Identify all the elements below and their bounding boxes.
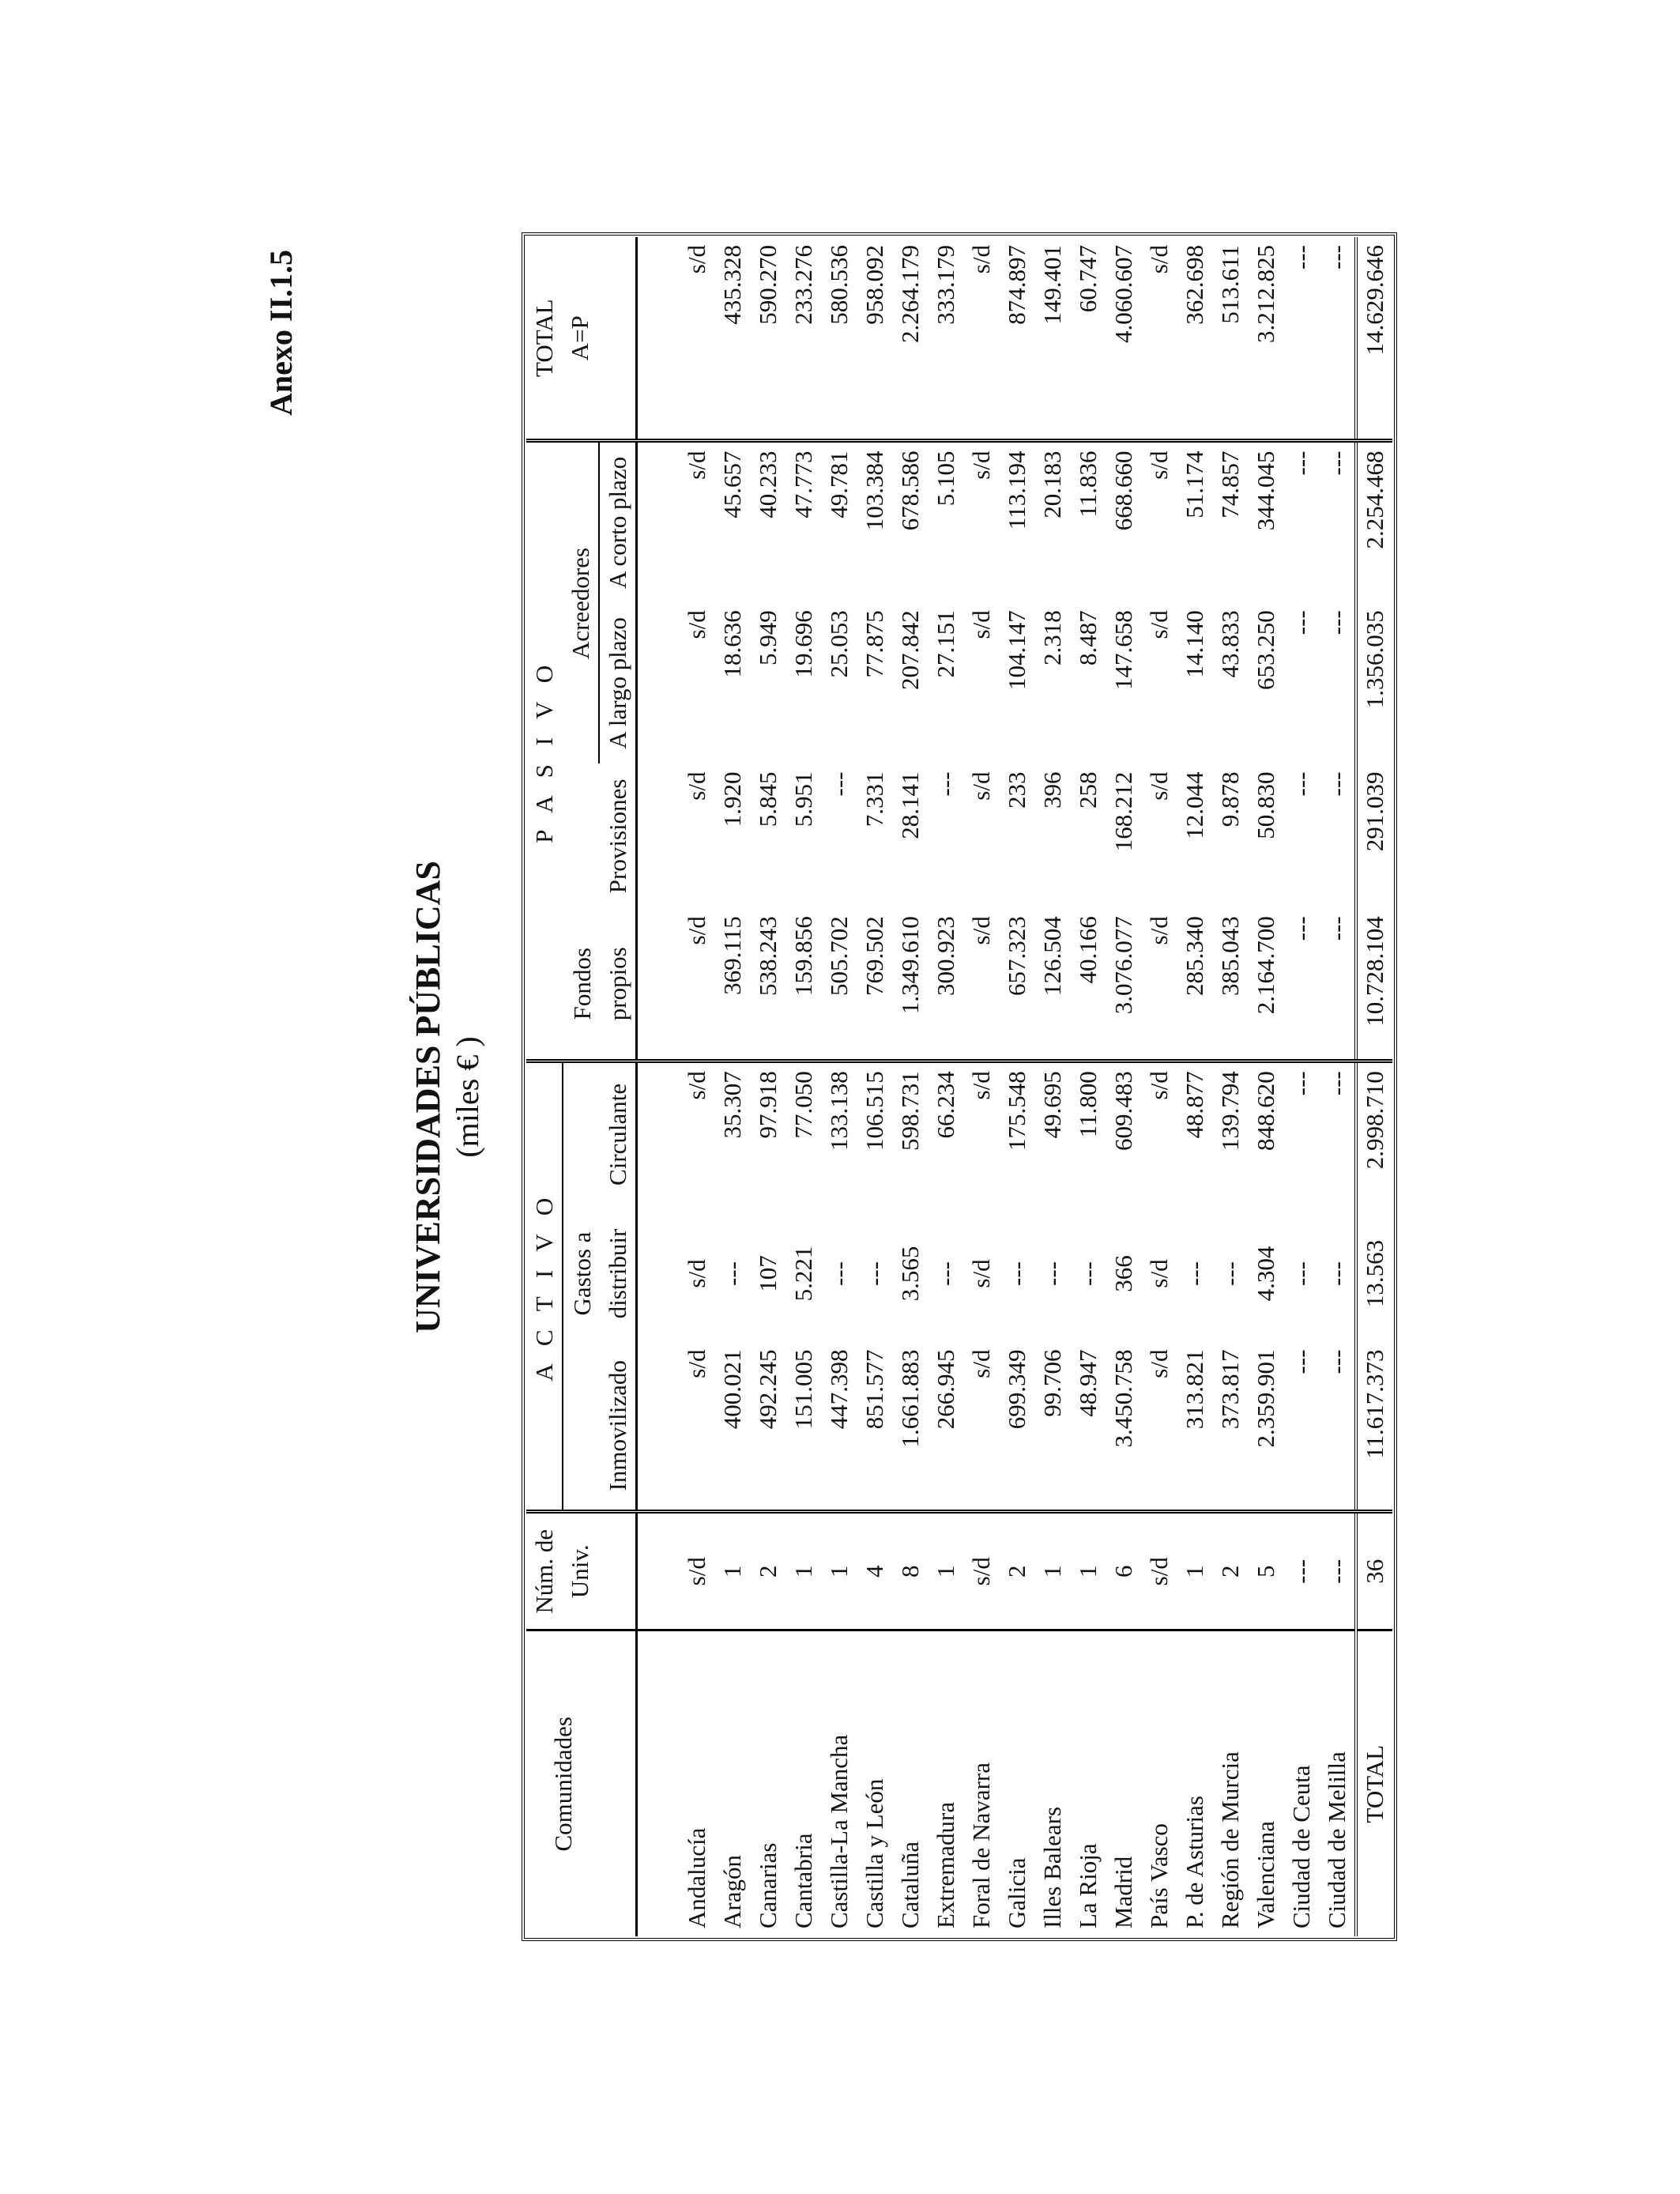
cell-total: 233.276: [785, 237, 821, 441]
cell-largo-plazo: 14.140: [1181, 610, 1208, 678]
cell-corto-plazo: 47.773: [789, 450, 817, 518]
cell-total: 580.536: [821, 237, 857, 441]
cell-comunidad: La Rioja: [1070, 1630, 1106, 1936]
cell-corto-plazo: ---: [1287, 450, 1315, 476]
cell-provisiones: 28.141: [896, 771, 924, 839]
page-title: UNIVERSIDADES PÚBLICAS: [409, 861, 447, 1333]
cell-comunidad: Ciudad de Melilla: [1319, 1630, 1356, 1936]
cell-corto-plazo: 678.586: [896, 450, 924, 531]
cell-fondos-propios: 159.856: [785, 908, 821, 1061]
table-row: [1106, 237, 1141, 1936]
cell-num-univ: 1: [1177, 1512, 1212, 1631]
table-body: [637, 237, 1393, 1936]
cell-fondos-propios: 3.076.077: [1106, 908, 1141, 1061]
cell-circulante: 48.877: [1181, 1071, 1208, 1139]
cell-fondos-propios: 769.502: [857, 908, 892, 1061]
header-gastos-line2: distribuir: [604, 1228, 631, 1319]
cell-total: 149.401: [1034, 237, 1070, 441]
cell-provisiones: 233: [1003, 771, 1030, 809]
cell-fondos-propios: 1.349.610: [892, 908, 928, 1061]
cell-num-univ: 1: [1070, 1512, 1106, 1631]
cell-provisiones: s/d: [967, 771, 995, 801]
cell-total: ---: [1319, 237, 1356, 441]
cell-comunidad: TOTAL: [1356, 1630, 1392, 1936]
cell-comunidad: Madrid: [1106, 1630, 1141, 1936]
header-total: [526, 237, 635, 441]
cell-inmovilizado: 3.450.758: [1106, 1342, 1141, 1512]
cell-provisiones: ---: [932, 771, 959, 797]
cell-fondos-propios: 300.923: [928, 908, 963, 1061]
cell-gastos: ---: [1287, 1261, 1315, 1286]
cell-circulante: 133.138: [825, 1071, 853, 1151]
cell-fondos-propios: 40.166: [1070, 908, 1106, 1061]
cell-comunidad: Andalucía: [637, 1630, 715, 1936]
cell-fondos-propios: 505.702: [821, 908, 857, 1061]
cell-corto-plazo: 2.254.468: [1356, 441, 1392, 602]
cell-circulante: 49.695: [1038, 1071, 1066, 1139]
cell-largo-plazo: 653.250: [1252, 610, 1279, 690]
header-comunidades: Comunidades: [526, 1630, 635, 1936]
cell-gastos: ---: [1038, 1261, 1066, 1286]
header-gastos-line1: Gastos a: [568, 1231, 596, 1316]
cell-inmovilizado: s/d: [1141, 1342, 1177, 1512]
cell-total: s/d: [637, 237, 715, 441]
cell-provisiones: 291.039: [1356, 764, 1392, 909]
cell-inmovilizado: 373.817: [1212, 1342, 1248, 1512]
cell-comunidad: Cantabria: [785, 1630, 821, 1936]
cell-largo-plazo: s/d: [1145, 610, 1173, 639]
cell-provisiones: 168.212: [1109, 771, 1137, 852]
cell-num-univ: 6: [1106, 1512, 1141, 1631]
cell-gastos: s/d: [683, 1259, 710, 1288]
cell-num-univ: 1: [714, 1512, 750, 1631]
cell-total: s/d: [963, 237, 999, 441]
header-circulante: Circulante: [604, 1083, 631, 1186]
header-total-line1: TOTAL: [530, 299, 558, 378]
cell-largo-plazo: s/d: [967, 610, 995, 639]
cell-comunidad: Illes Balears: [1034, 1630, 1070, 1936]
cell-corto-plazo: 668.660: [1109, 450, 1137, 531]
header-gastos: [563, 1206, 635, 1342]
cell-inmovilizado: 400.021: [714, 1342, 750, 1512]
cell-gastos: s/d: [1145, 1259, 1173, 1288]
table-row: [1034, 237, 1070, 1936]
cell-provisiones: ---: [1323, 771, 1350, 797]
cell-inmovilizado: 151.005: [785, 1342, 821, 1512]
cell-total: 435.328: [714, 237, 750, 441]
cell-corto-plazo: s/d: [683, 450, 710, 480]
cell-provisiones: ---: [1287, 771, 1315, 797]
cell-circulante: 2.998.710: [1356, 1061, 1392, 1206]
header-total-line2: A=P: [566, 315, 593, 361]
cell-provisiones: 50.830: [1252, 771, 1279, 839]
cell-inmovilizado: ---: [1319, 1342, 1356, 1512]
cell-total: 590.270: [750, 237, 785, 441]
table-row: [1141, 237, 1177, 1936]
cell-circulante: ---: [1287, 1071, 1315, 1096]
cell-total: 4.060.607: [1106, 237, 1141, 441]
cell-fondos-propios: 369.115: [714, 908, 750, 1061]
cell-num-univ: s/d: [637, 1512, 715, 1631]
cell-circulante: s/d: [967, 1071, 995, 1100]
cell-largo-plazo: 147.658: [1109, 610, 1137, 690]
cell-provisiones: 396: [1038, 771, 1066, 809]
cell-provisiones: s/d: [683, 771, 710, 801]
table-row: [857, 237, 892, 1936]
table-row: [1070, 237, 1106, 1936]
cell-num-univ: 1: [1034, 1512, 1070, 1631]
table-row: [928, 237, 963, 1936]
cell-comunidad: Galicia: [999, 1630, 1034, 1936]
cell-corto-plazo: 344.045: [1252, 450, 1279, 531]
header-num-univ-line2: Univ.: [566, 1544, 593, 1599]
table-row: [1283, 237, 1319, 1936]
cell-total: 60.747: [1070, 237, 1106, 441]
cell-largo-plazo: 27.151: [932, 610, 959, 678]
cell-gastos: ---: [932, 1261, 959, 1286]
cell-gastos: 107: [754, 1255, 782, 1292]
cell-comunidad: Canarias: [750, 1630, 785, 1936]
cell-gastos: 13.563: [1356, 1206, 1392, 1342]
cell-gastos: 366: [1109, 1255, 1137, 1292]
cell-inmovilizado: s/d: [963, 1342, 999, 1512]
cell-circulante: 598.731: [896, 1071, 924, 1151]
header-pasivo: P A S I V O: [526, 441, 563, 1061]
cell-comunidad: Cataluña: [892, 1630, 928, 1936]
cell-comunidad: País Vasco: [1141, 1630, 1177, 1936]
cell-largo-plazo: 25.053: [825, 610, 853, 678]
cell-inmovilizado: 1.661.883: [892, 1342, 928, 1512]
table-row: [714, 237, 750, 1936]
cell-corto-plazo: 113.194: [1003, 450, 1030, 530]
cell-corto-plazo: 45.657: [718, 450, 746, 518]
cell-largo-plazo: 5.949: [754, 610, 782, 665]
table-row: [750, 237, 785, 1936]
cell-inmovilizado: 699.349: [999, 1342, 1034, 1512]
cell-num-univ: 5: [1248, 1512, 1283, 1631]
table-row: [1177, 237, 1212, 1936]
cell-corto-plazo: s/d: [967, 450, 995, 480]
cell-inmovilizado: 851.577: [857, 1342, 892, 1512]
cell-corto-plazo: s/d: [1145, 450, 1173, 480]
cell-num-univ: s/d: [1141, 1512, 1177, 1631]
header-fondos: [563, 908, 635, 1061]
cell-gastos: ---: [1216, 1261, 1244, 1286]
cell-comunidad: Castilla y León: [857, 1630, 892, 1936]
cell-largo-plazo: s/d: [683, 610, 710, 639]
cell-inmovilizado: 48.947: [1070, 1342, 1106, 1512]
header-fondos-line1: Fondos: [568, 948, 596, 1020]
table-row: [1248, 237, 1283, 1936]
cell-fondos-propios: 385.043: [1212, 908, 1248, 1061]
cell-corto-plazo: 74.857: [1216, 450, 1244, 518]
cell-largo-plazo: 8.487: [1074, 610, 1102, 665]
cell-fondos-propios: s/d: [1141, 908, 1177, 1061]
cell-inmovilizado: 2.359.901: [1248, 1342, 1283, 1512]
cell-circulante: 139.794: [1216, 1071, 1244, 1151]
cell-gastos: ---: [1181, 1261, 1208, 1286]
table-total-row: [1356, 237, 1392, 1936]
header-fondos-line2: propios: [604, 947, 631, 1021]
annex-label: Anexo II.1.5: [263, 249, 299, 416]
cell-comunidad: Región de Murcia: [1212, 1630, 1248, 1936]
cell-provisiones: s/d: [1145, 771, 1173, 801]
header-num-univ-line1: Núm. de: [530, 1529, 558, 1614]
cell-num-univ: 2: [1212, 1512, 1248, 1631]
cell-num-univ: ---: [1319, 1512, 1356, 1631]
cell-gastos: ---: [1003, 1261, 1030, 1286]
cell-num-univ: 1: [928, 1512, 963, 1631]
table-row: [1319, 237, 1356, 1936]
cell-gastos: ---: [825, 1261, 853, 1286]
cell-circulante: 609.483: [1109, 1071, 1137, 1151]
table-row: [637, 237, 715, 1936]
cell-total: 333.179: [928, 237, 963, 441]
cell-largo-plazo: 104.147: [1003, 610, 1030, 690]
cell-num-univ: 36: [1356, 1512, 1392, 1631]
cell-gastos: ---: [1074, 1261, 1102, 1286]
cell-total: s/d: [1141, 237, 1177, 441]
cell-total: ---: [1283, 237, 1319, 441]
cell-fondos-propios: 657.323: [999, 908, 1034, 1061]
header-num-univ: [526, 1512, 635, 1631]
table-frame: [522, 232, 1397, 1941]
cell-comunidad: P. de Asturias: [1177, 1630, 1212, 1936]
cell-total: 513.611: [1212, 237, 1248, 441]
cell-circulante: 35.307: [718, 1071, 746, 1139]
cell-provisiones: 12.044: [1181, 771, 1208, 839]
cell-inmovilizado: 313.821: [1177, 1342, 1212, 1512]
cell-fondos-propios: ---: [1283, 908, 1319, 1061]
cell-inmovilizado: s/d: [637, 1342, 715, 1512]
cell-circulante: 97.918: [754, 1071, 782, 1139]
cell-num-univ: 2: [750, 1512, 785, 1631]
cell-total: 3.212.825: [1248, 237, 1283, 441]
table-row: [785, 237, 821, 1936]
cell-provisiones: 1.920: [718, 771, 746, 827]
cell-provisiones: 5.845: [754, 771, 782, 827]
cell-circulante: 66.234: [932, 1071, 959, 1139]
cell-largo-plazo: 207.842: [896, 610, 924, 690]
cell-corto-plazo: 5.105: [932, 450, 959, 507]
header-activo: A C T I V O: [526, 1061, 563, 1512]
cell-num-univ: 2: [999, 1512, 1034, 1631]
page-subtitle: (miles € ): [450, 1036, 485, 1158]
cell-largo-plazo: 1.356.035: [1356, 602, 1392, 763]
cell-fondos-propios: s/d: [637, 908, 715, 1061]
cell-num-univ: ---: [1283, 1512, 1319, 1631]
table-row: [963, 237, 999, 1936]
cell-provisiones: 7.331: [861, 771, 888, 827]
cell-gastos: ---: [1323, 1261, 1350, 1286]
cell-largo-plazo: 77.875: [861, 610, 888, 678]
cell-corto-plazo: 11.836: [1074, 450, 1102, 518]
header-inmovilizado: Inmovilizado: [563, 1342, 635, 1512]
cell-fondos-propios: 10.728.104: [1356, 908, 1392, 1061]
cell-corto-plazo: 51.174: [1181, 450, 1208, 518]
header-largo-plazo: A largo plazo: [604, 617, 631, 749]
cell-fondos-propios: 126.504: [1034, 908, 1070, 1061]
cell-largo-plazo: 19.696: [789, 610, 817, 678]
cell-largo-plazo: 43.833: [1216, 610, 1244, 678]
cell-comunidad: Aragón: [714, 1630, 750, 1936]
cell-inmovilizado: 99.706: [1034, 1342, 1070, 1512]
cell-gastos: 5.221: [789, 1246, 817, 1302]
cell-fondos-propios: s/d: [963, 908, 999, 1061]
cell-fondos-propios: 285.340: [1177, 908, 1212, 1061]
cell-total: 362.698: [1177, 237, 1212, 441]
cell-provisiones: 258: [1074, 771, 1102, 809]
cell-total: 958.092: [857, 237, 892, 441]
cell-circulante: 106.515: [861, 1071, 888, 1151]
table-row: [821, 237, 857, 1936]
cell-corto-plazo: 103.384: [861, 450, 888, 531]
cell-gastos: 4.304: [1252, 1246, 1279, 1302]
cell-total: 2.264.179: [892, 237, 928, 441]
cell-corto-plazo: ---: [1323, 450, 1350, 476]
cell-inmovilizado: 447.398: [821, 1342, 857, 1512]
cell-largo-plazo: ---: [1287, 610, 1315, 635]
cell-fondos-propios: ---: [1319, 908, 1356, 1061]
cell-circulante: 175.548: [1003, 1071, 1030, 1151]
cell-gastos: ---: [718, 1261, 746, 1286]
cell-gastos: ---: [861, 1261, 888, 1286]
cell-fondos-propios: 2.164.700: [1248, 908, 1283, 1061]
table-row: [999, 237, 1034, 1936]
cell-circulante: s/d: [1145, 1071, 1173, 1100]
cell-comunidad: Valenciana: [1248, 1630, 1283, 1936]
cell-inmovilizado: 266.945: [928, 1342, 963, 1512]
cell-inmovilizado: 11.617.373: [1356, 1342, 1392, 1512]
cell-num-univ: 1: [785, 1512, 821, 1631]
cell-corto-plazo: 49.781: [825, 450, 853, 518]
header-corto-plazo: A corto plazo: [604, 456, 631, 589]
cell-circulante: ---: [1323, 1071, 1350, 1096]
cell-comunidad: Ciudad de Ceuta: [1283, 1630, 1319, 1936]
cell-circulante: 77.050: [789, 1071, 817, 1139]
cell-provisiones: ---: [825, 771, 853, 797]
cell-corto-plazo: 40.233: [754, 450, 782, 518]
table-row: [1212, 237, 1248, 1936]
cell-largo-plazo: 18.636: [718, 610, 746, 678]
cell-num-univ: 1: [821, 1512, 857, 1631]
cell-comunidad: Extremadura: [928, 1630, 963, 1936]
cell-provisiones: 9.878: [1216, 771, 1244, 827]
cell-circulante: 848.620: [1252, 1071, 1279, 1151]
cell-largo-plazo: ---: [1323, 610, 1350, 635]
cell-gastos: 3.565: [896, 1246, 924, 1302]
cell-gastos: s/d: [967, 1259, 995, 1288]
cell-num-univ: s/d: [963, 1512, 999, 1631]
header-acreedores: Acreedores: [563, 441, 599, 764]
cell-largo-plazo: 2.318: [1038, 610, 1066, 665]
cell-total: 874.897: [999, 237, 1034, 441]
cell-total: 14.629.646: [1356, 237, 1392, 441]
cell-provisiones: 5.951: [789, 771, 817, 827]
cell-circulante: s/d: [683, 1071, 710, 1100]
cell-comunidad: Foral de Navarra: [963, 1630, 999, 1936]
cell-inmovilizado: 492.245: [750, 1342, 785, 1512]
cell-inmovilizado: ---: [1283, 1342, 1319, 1512]
table-row: [892, 237, 928, 1936]
cell-circulante: 11.800: [1074, 1071, 1102, 1138]
cell-fondos-propios: 538.243: [750, 908, 785, 1061]
universities-table: [526, 237, 1392, 1936]
cell-corto-plazo: 20.183: [1038, 450, 1066, 518]
cell-num-univ: 8: [892, 1512, 928, 1631]
cell-num-univ: 4: [857, 1512, 892, 1631]
cell-comunidad: Castilla-La Mancha: [821, 1630, 857, 1936]
header-provisiones: Provisiones: [604, 778, 631, 894]
